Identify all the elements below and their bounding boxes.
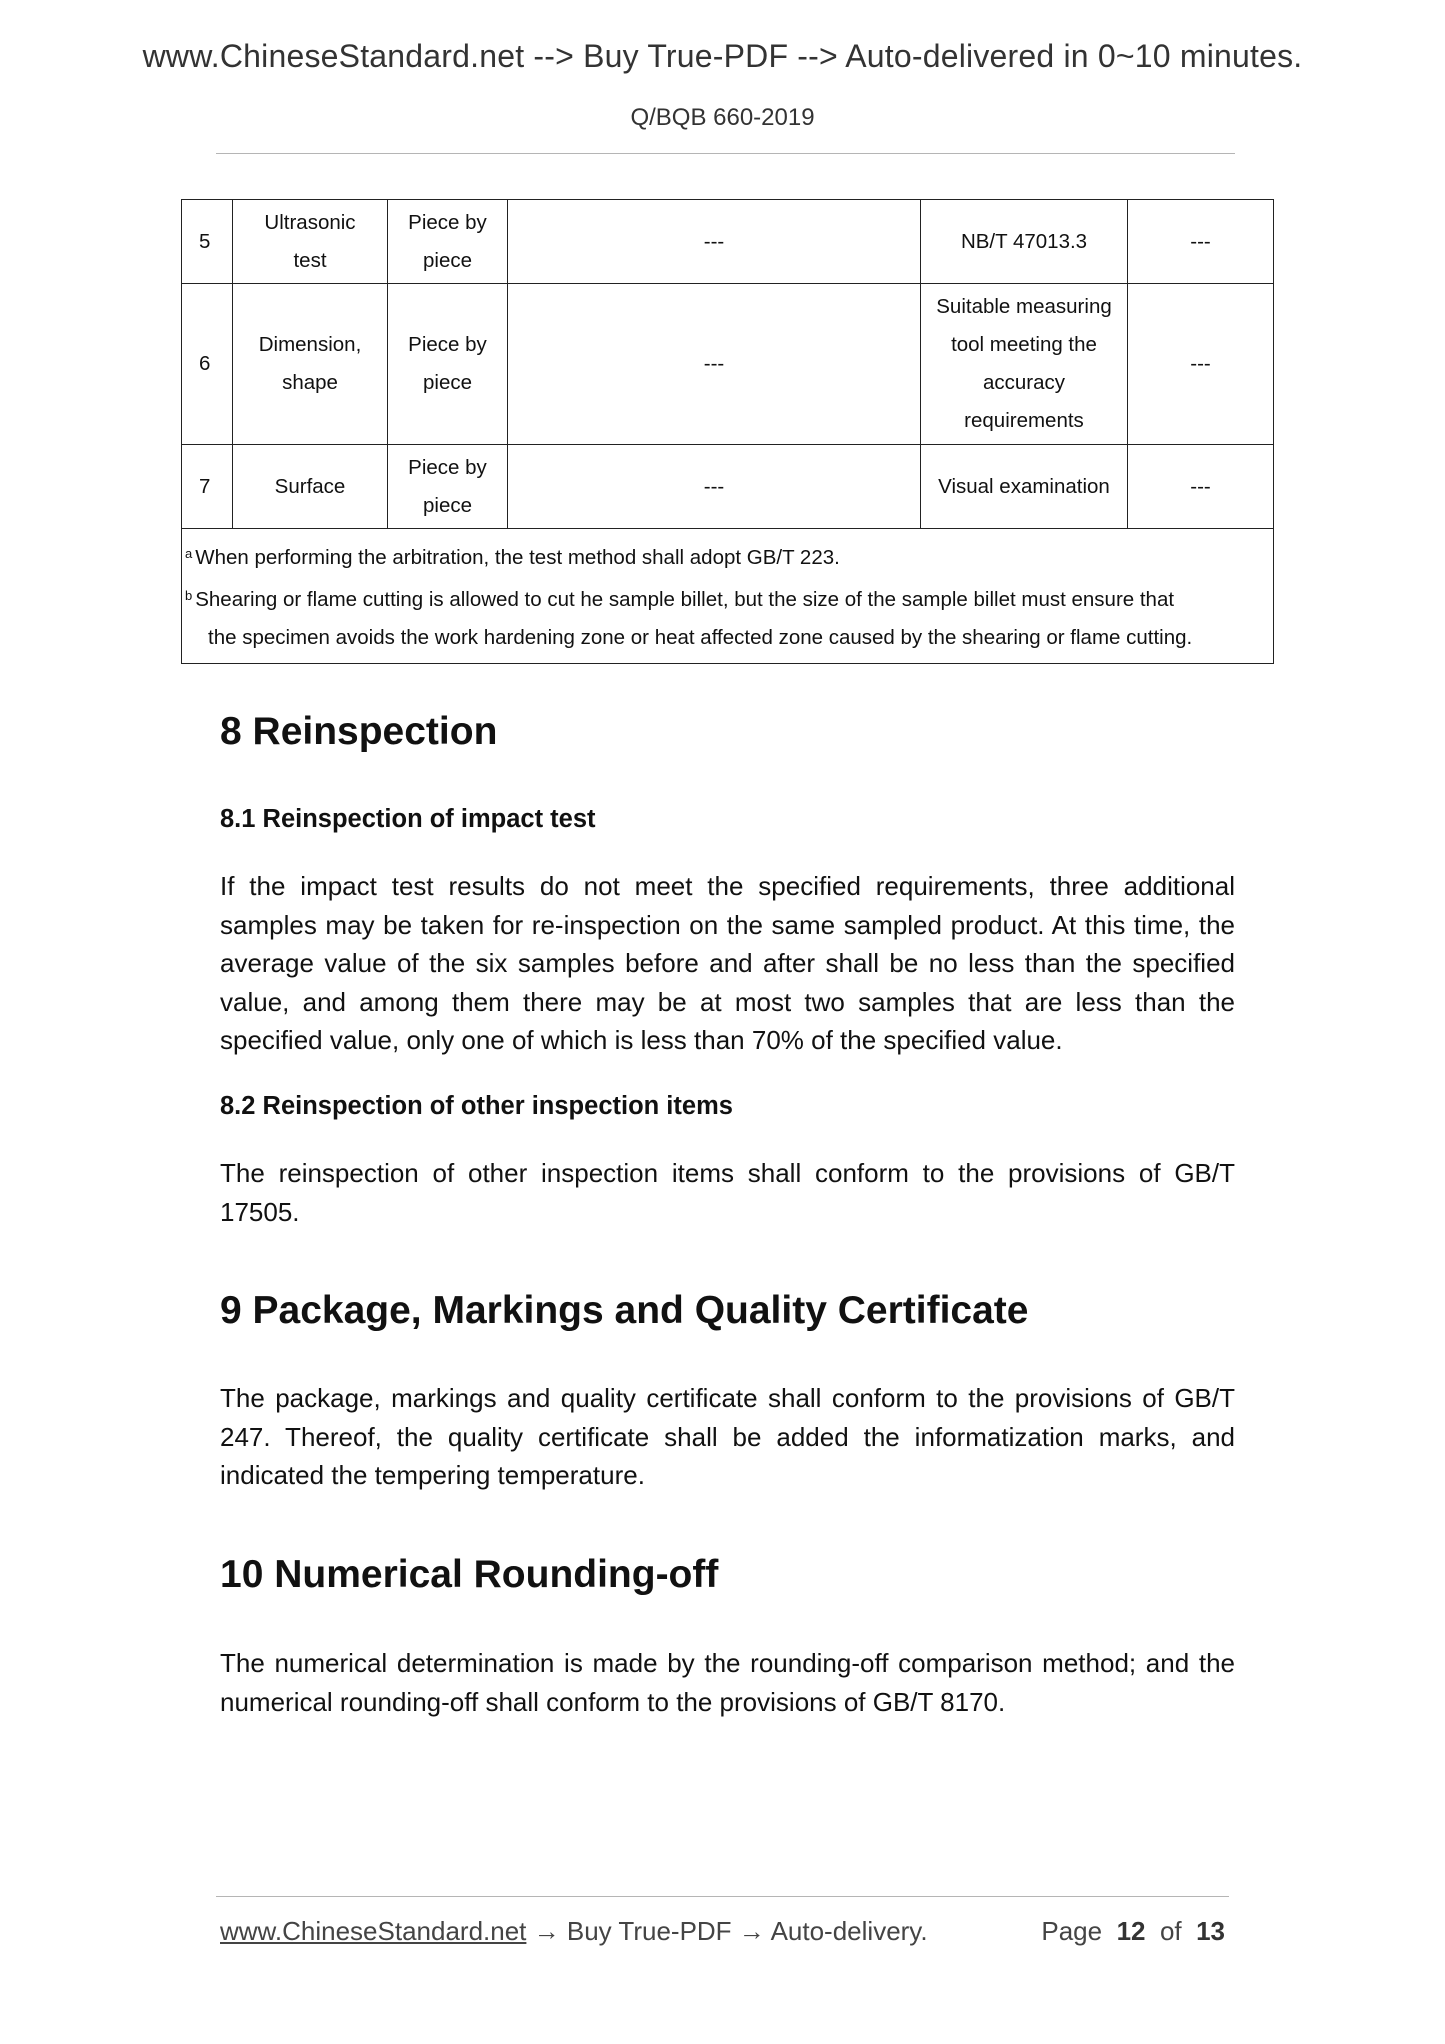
- sampling-quantity-cell: [388, 284, 508, 445]
- sampling-position-cell: ---: [508, 284, 921, 445]
- cell-text-line: NB/T 47013.3: [960, 229, 1088, 253]
- cell-text-line: requirements: [964, 409, 1084, 432]
- cell-text-line: Piece by: [408, 210, 487, 234]
- footer-site-link[interactable]: www.ChineseStandard.net: [220, 1916, 527, 1946]
- sampling-position-cell: ---: [508, 200, 921, 284]
- remark-cell: ---: [1128, 284, 1274, 445]
- test-method-cell: [921, 445, 1128, 529]
- sampling-position-cell: ---: [508, 445, 921, 529]
- remark-cell: ---: [1128, 200, 1274, 284]
- table-row: [182, 200, 1274, 284]
- inspection-item-cell: [233, 284, 388, 445]
- footnote-a: [185, 535, 1270, 577]
- section-8-heading: 8 Reinspection: [220, 710, 498, 753]
- section-10-heading: 10 Numerical Rounding-off: [220, 1553, 719, 1596]
- remark-cell: ---: [1128, 445, 1274, 529]
- row-number-cell: 6: [182, 284, 233, 445]
- cell-text-line: Visual examination: [938, 474, 1110, 498]
- table-footnotes: [182, 529, 1274, 664]
- section-8-1-heading: 8.1 Reinspection of impact test: [220, 805, 596, 833]
- cell-text-line: Piece by: [408, 455, 487, 479]
- header-divider: [216, 153, 1235, 154]
- cell-text-line: Suitable measuring: [936, 295, 1112, 318]
- cell-text-line: piece: [422, 371, 472, 394]
- section-10-body: The numerical determination is made by the rounding-off comparison method; and the numerical rounding-off shall conform to the provisions of GB/T 8170.: [220, 1648, 1235, 1717]
- inspection-table: [181, 199, 1274, 664]
- cell-text-line: shape: [282, 371, 338, 394]
- cell-text-line: accuracy: [982, 371, 1066, 394]
- cell-text-line: Surface: [274, 474, 346, 498]
- cell-text-line: piece: [422, 248, 472, 272]
- page-label: Page: [1041, 1916, 1103, 1946]
- page-current: 12: [1116, 1916, 1146, 1946]
- section-9-heading: 9 Package, Markings and Quality Certificate: [220, 1289, 1029, 1332]
- page-number: [1041, 1916, 1225, 1947]
- inspection-item-cell: [233, 445, 388, 529]
- document-code: Q/BQB 660-2019: [630, 104, 815, 131]
- cell-text-line: test: [293, 248, 327, 272]
- footer-divider: [216, 1896, 1229, 1897]
- cell-text-line: Dimension,: [258, 333, 362, 356]
- cell-text-line: Piece by: [408, 333, 487, 356]
- of-label: of: [1159, 1916, 1182, 1946]
- footnote-b-mark: b: [185, 588, 193, 603]
- sampling-quantity-cell: [388, 200, 508, 284]
- footer-tagline: → Buy True-PDF → Auto-delivery.: [526, 1916, 928, 1946]
- test-method-cell: [921, 200, 1128, 284]
- footnote-b-text-line1: Shearing or flame cutting is allowed to cut he sample billet, but the size of the sample billet must ensure that: [195, 588, 1175, 611]
- section-8-2-body: The reinspection of other inspection items shall conform to the provisions of GB/T 17505.: [220, 1158, 1235, 1227]
- inspection-table-body: [182, 200, 1274, 529]
- inspection-item-cell: [233, 200, 388, 284]
- footnote-b-text-line2: the specimen avoids the work hardening zone or heat affected zone caused by the shearing or flame cutting.: [208, 626, 1193, 649]
- section-9-body: The package, markings and quality certificate shall conform to the provisions of GB/T 247. Thereof, the quality certificate shall be added the informatization marks, and indicated the tempering temperature.: [220, 1383, 1235, 1490]
- table-row: [182, 284, 1274, 445]
- cell-text-line: piece: [422, 493, 472, 517]
- row-number-cell: 5: [182, 200, 233, 284]
- cell-text-line: Ultrasonic: [264, 210, 356, 234]
- page-footer: [220, 1916, 1225, 1947]
- section-8-1-body: If the impact test results do not meet the specified requirements, three additional samples may be taken for re-inspection on the same sampled product. At this time, the average value of the six samples before and after shall be no less than the specified value, and among them there may be at most two samples that are less than the specified value, only one of which is less than 70% of the specified value.: [220, 871, 1235, 1055]
- test-method-cell: [921, 284, 1128, 445]
- cell-text-line: tool meeting the: [951, 333, 1097, 356]
- footnote-a-mark: a: [185, 546, 193, 561]
- footnote-a-text: When performing the arbitration, the test method shall adopt GB/T 223.: [195, 546, 840, 569]
- sampling-quantity-cell: [388, 445, 508, 529]
- section-8-2-heading: 8.2 Reinspection of other inspection items: [220, 1092, 733, 1120]
- top-banner: www.ChineseStandard.net --> Buy True-PDF --> Auto-delivered in 0~10 minutes.: [142, 38, 1303, 74]
- table-row: [182, 445, 1274, 529]
- page-total: 13: [1196, 1916, 1225, 1946]
- row-number-cell: 7: [182, 445, 233, 529]
- footnote-b: [185, 577, 1270, 619]
